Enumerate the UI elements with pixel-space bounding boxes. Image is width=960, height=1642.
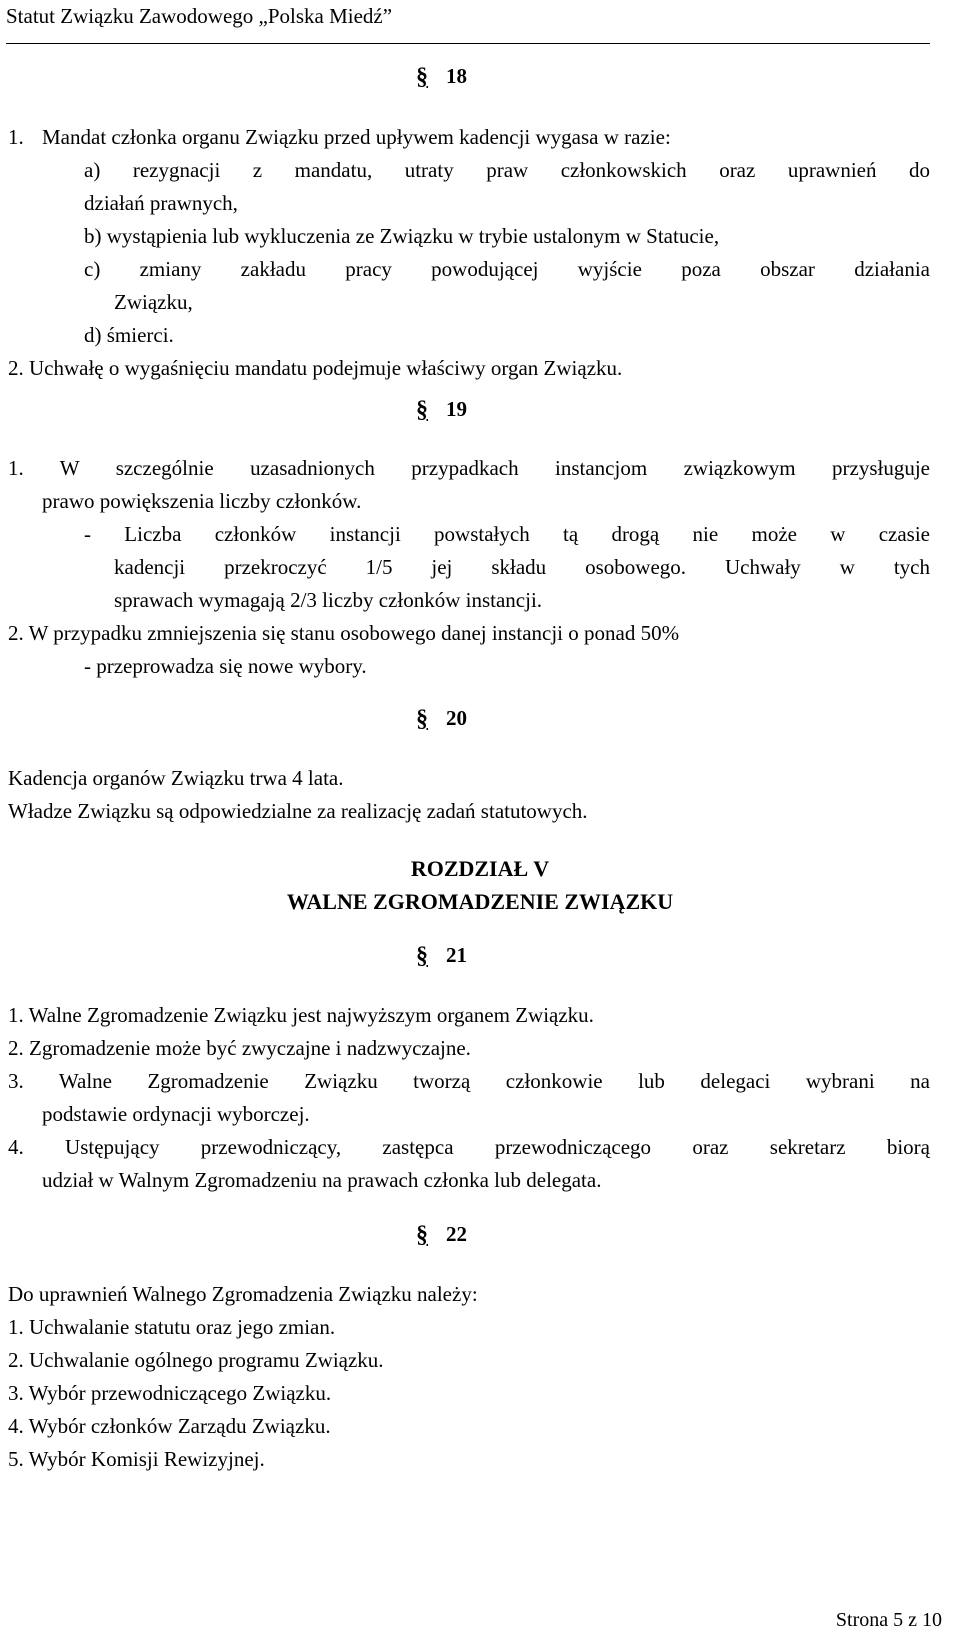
list-item-a-continued: działań prawnych, bbox=[84, 191, 238, 215]
list-item: 3. Wybór przewodniczącego Związku. bbox=[8, 1381, 332, 1405]
list-item: 4. Wybór członków Zarządu Związku. bbox=[8, 1414, 331, 1438]
chapter-subtitle: WALNE ZGROMADZENIE ZWIĄZKU bbox=[286, 889, 674, 914]
paragraph-2: 2. Zgromadzenie może być zwyczajne i nadzwyczajne. bbox=[8, 1036, 471, 1060]
paragraph-number: 1. bbox=[8, 125, 24, 149]
paragraph-4: 4. Ustępujący przewodniczący, zastępca przewodniczącego oraz sekretarz biorą bbox=[8, 1135, 930, 1159]
chapter-title: ROZDZIAŁ V bbox=[410, 856, 550, 881]
paragraph-4-continued: udział w Walnym Zgromadzeniu na prawach członka lub delegata. bbox=[42, 1168, 602, 1192]
list-item-a: a) rezygnacji z mandatu, utraty praw członkowskich oraz uprawnień do bbox=[84, 158, 930, 182]
header-divider bbox=[6, 43, 930, 44]
section-sign: § bbox=[416, 706, 428, 732]
paragraph-1-continued: prawo powiększenia liczby członków. bbox=[42, 489, 362, 513]
section-number: 21 bbox=[446, 943, 467, 967]
list-item-c-continued: Związku, bbox=[114, 290, 193, 314]
dash-item-continued: sprawach wymagają 2/3 liczby członków instancji. bbox=[114, 588, 543, 612]
list-item-b: b) wystąpienia lub wykluczenia ze Związku w trybie ustalonym w Statucie, bbox=[84, 224, 720, 248]
section-number: 22 bbox=[446, 1222, 467, 1246]
paragraph-text: Kadencja organów Związku trwa 4 lata. bbox=[8, 766, 344, 790]
paragraph-3: 3. Walne Zgromadzenie Związku tworzą członkowie lub delegaci wybrani na bbox=[8, 1069, 930, 1093]
list-item: 2. Uchwalanie ogólnego programu Związku. bbox=[8, 1348, 384, 1372]
paragraph-text: Władze Związku są odpowiedzialne za realizację zadań statutowych. bbox=[8, 799, 588, 823]
list-item: 5. Wybór Komisji Rewizyjnej. bbox=[8, 1447, 265, 1471]
page-number-footer: Strona 5 z 10 bbox=[835, 1609, 942, 1631]
section-sign: § bbox=[416, 1222, 428, 1248]
list-item: 1. Uchwalanie statutu oraz jego zmian. bbox=[8, 1315, 336, 1339]
section-sign: § bbox=[416, 397, 428, 423]
section-sign: § bbox=[416, 64, 428, 90]
section-sign: § bbox=[416, 943, 428, 969]
list-item-d: d) śmierci. bbox=[84, 323, 174, 347]
section-number: 19 bbox=[446, 397, 467, 421]
dash-item: - Liczba członków instancji powstałych tą drogą nie może w czasie bbox=[84, 522, 930, 546]
dash-item: - przeprowadza się nowe wybory. bbox=[84, 654, 367, 678]
paragraph-text: Mandat członka organu Związku przed upływem kadencji wygasa w razie: bbox=[42, 125, 671, 149]
dash-item-continued: kadencji przekroczyć 1/5 jej składu osobowego. Uchwały w tych bbox=[114, 555, 930, 579]
paragraph-1: 1. Walne Zgromadzenie Związku jest najwyższym organem Związku. bbox=[8, 1003, 594, 1027]
list-intro: Do uprawnień Walnego Zgromadzenia Związku należy: bbox=[8, 1282, 478, 1306]
section-number: 18 bbox=[446, 64, 467, 88]
paragraph-2: 2. Uchwałę o wygaśnięciu mandatu podejmuje właściwy organ Związku. bbox=[8, 356, 623, 380]
section-number: 20 bbox=[446, 706, 467, 730]
paragraph-3-continued: podstawie ordynacji wyborczej. bbox=[42, 1102, 310, 1126]
list-item-c: c) zmiany zakładu pracy powodującej wyjście poza obszar działania bbox=[84, 257, 930, 281]
paragraph-2: 2. W przypadku zmniejszenia się stanu osobowego danej instancji o ponad 50% bbox=[8, 621, 680, 645]
document-header-title: Statut Związku Zawodowego „Polska Miedź” bbox=[6, 4, 393, 28]
paragraph-1: 1. W szczególnie uzasadnionych przypadkach instancjom związkowym przysługuje bbox=[8, 456, 930, 480]
